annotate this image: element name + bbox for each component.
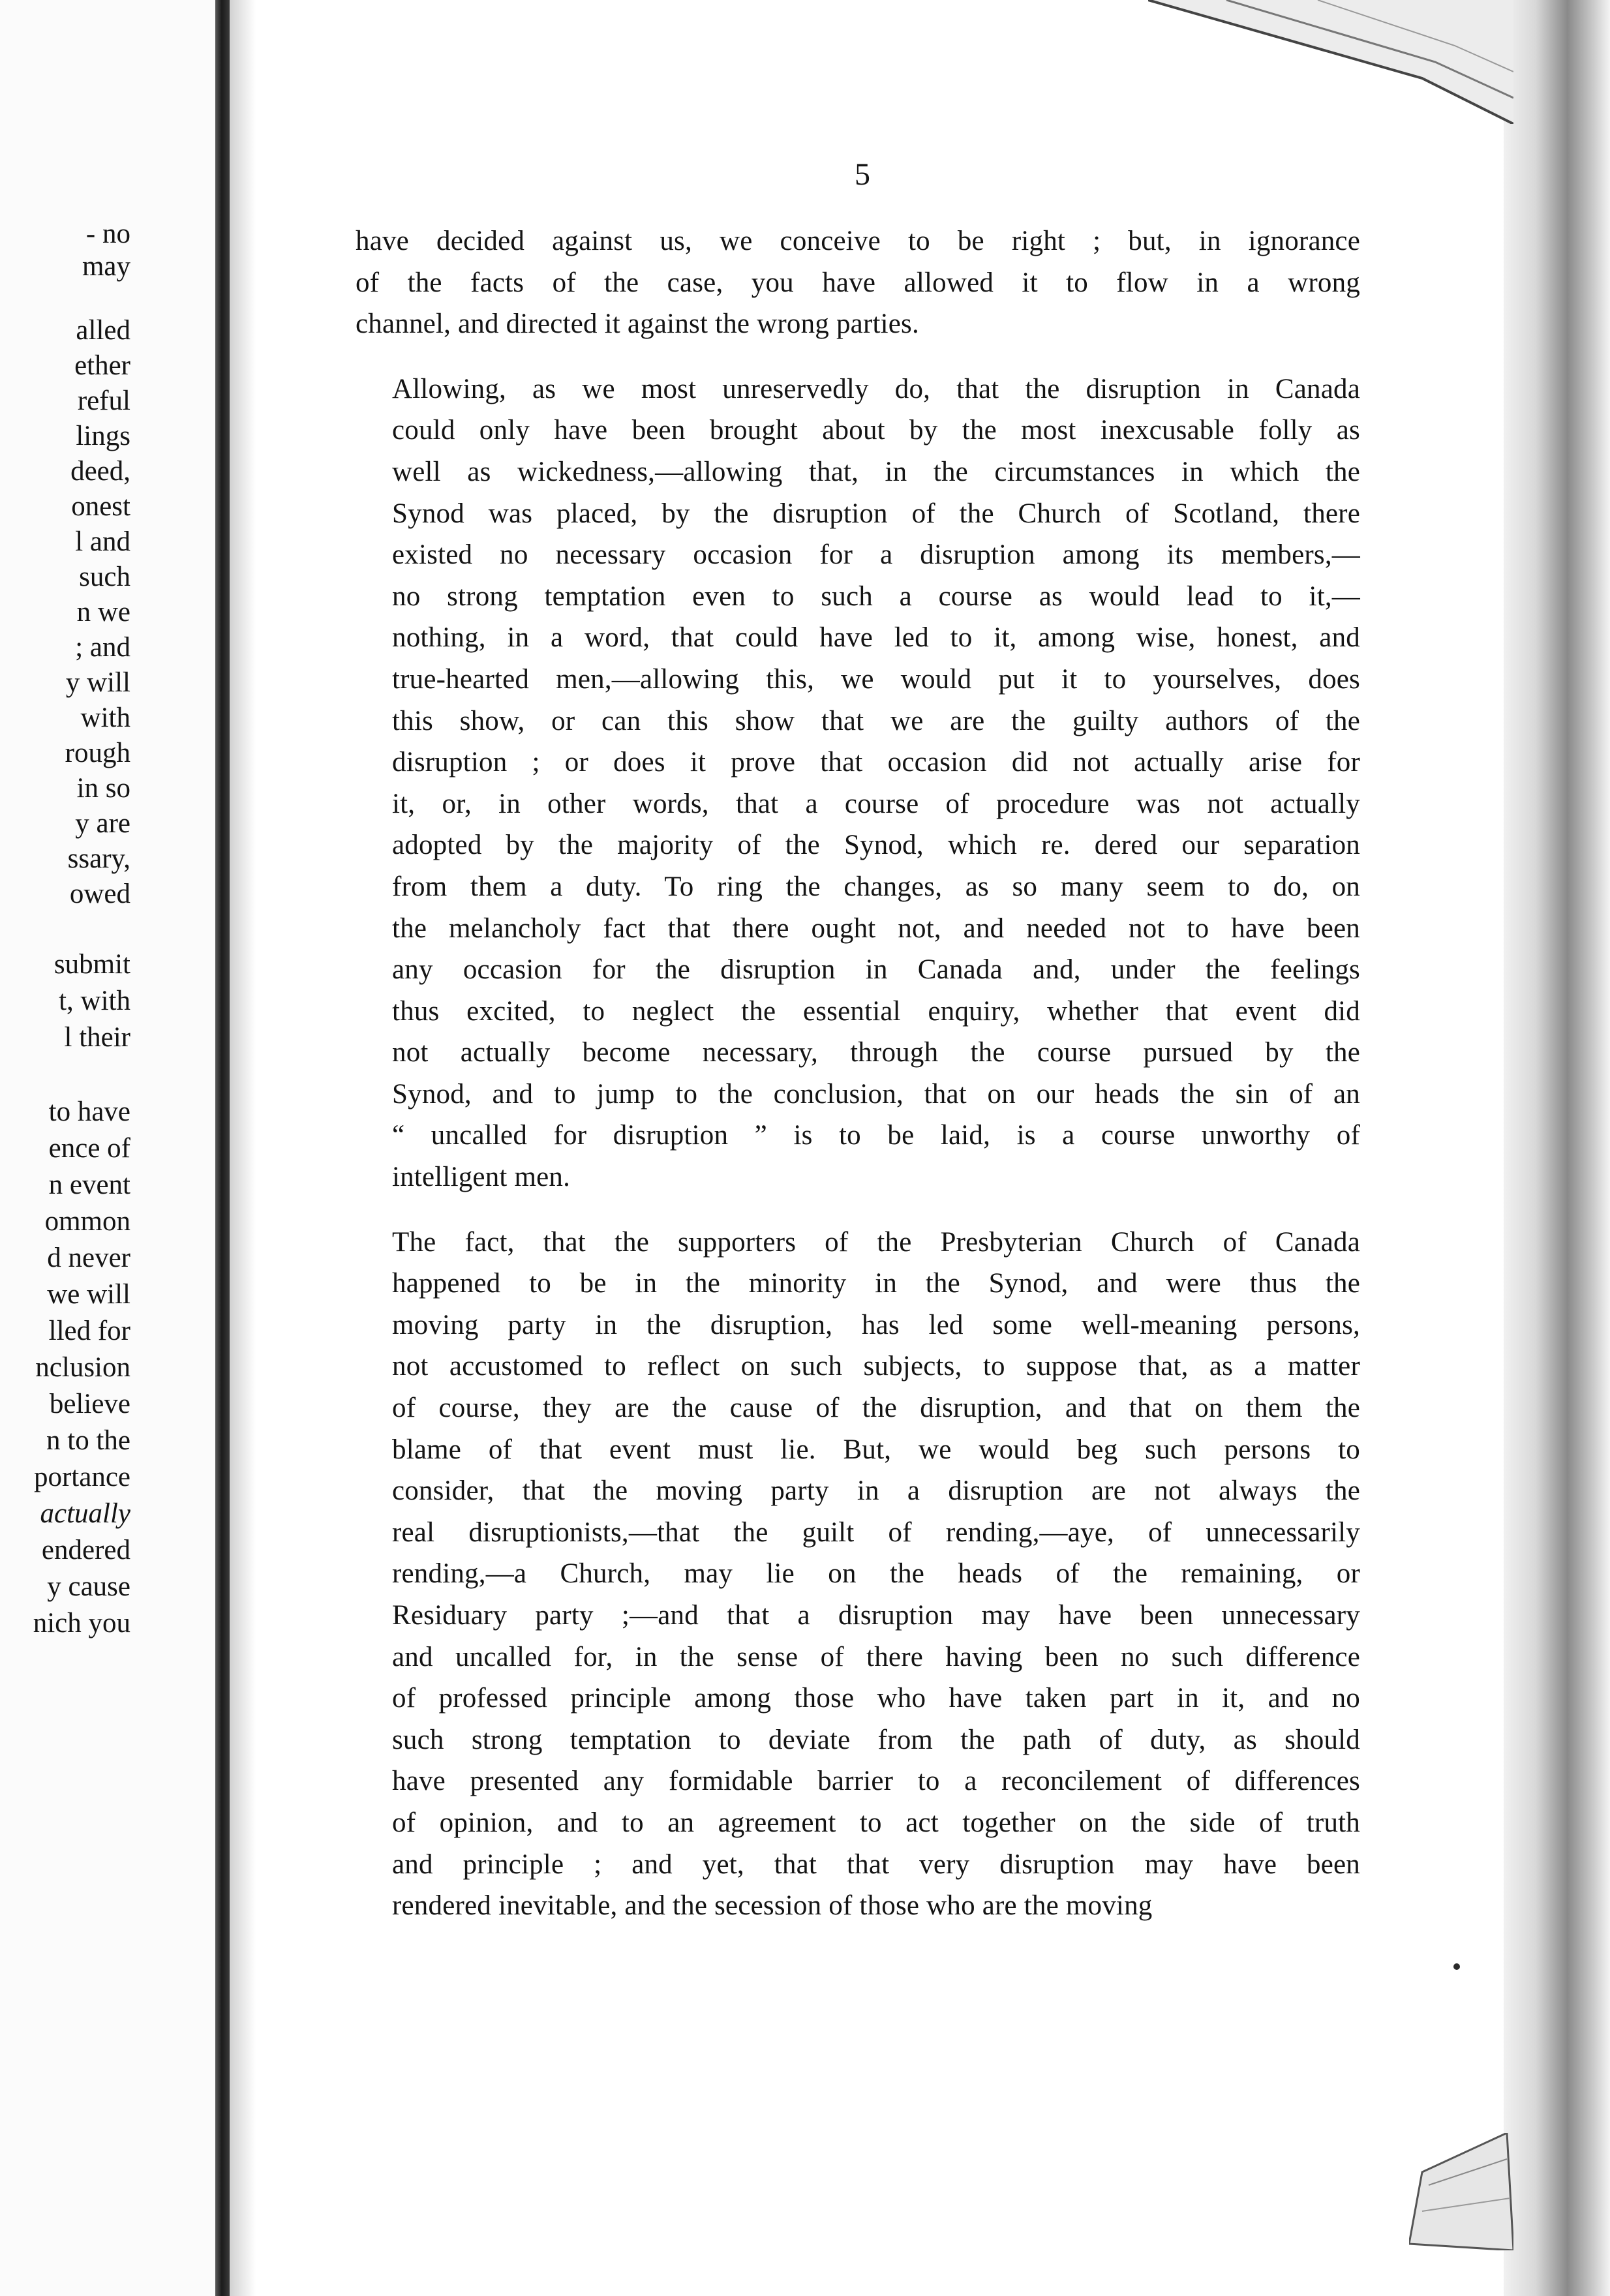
folded-corner-graphic (1148, 0, 1513, 124)
left-fragment: n to the (46, 1425, 130, 1456)
left-fragment: y cause (47, 1571, 130, 1602)
right-page-edge (1504, 0, 1610, 2296)
text-line: of opinion, and to an agreement to act together on the side of truth (392, 1807, 1360, 1838)
text-line: the melancholy fact that there ought not, and needed not to have been (392, 913, 1360, 944)
text-line: nothing, in a word, that could have led to it, among wise, honest, and (392, 622, 1360, 654)
text-line: real disruptionists,—that the guilt of rending,—aye, of unnecessarily (392, 1517, 1360, 1548)
text-line: “ uncalled for disruption ” is to be laid, is a course unworthy of (392, 1120, 1360, 1151)
text-line: of professed principle among those who have taken part in it, and no (392, 1683, 1360, 1714)
left-fragment: ssary, (67, 843, 130, 874)
paragraph (356, 369, 1360, 1198)
left-fragment: l and (75, 526, 130, 557)
text-line: of the facts of the case, you have allowed it to flow in a wrong (356, 267, 1360, 298)
left-fragment: such (79, 562, 130, 592)
text-line: adopted by the majority of the Synod, which re. dered our separation (392, 830, 1360, 861)
text-line: disruption ; or does it prove that occasion did not actually arise for (392, 747, 1360, 778)
left-fragment: - no (85, 219, 130, 249)
left-facing-page (0, 0, 215, 2296)
text-line: existed no necessary occasion for a disruption among its members,— (392, 539, 1360, 571)
left-fragment: nich you (33, 1608, 130, 1639)
text-line: have presented any formidable barrier to a reconcilement of differences (392, 1766, 1360, 1797)
left-fragment: believe (49, 1389, 130, 1419)
left-fragment: alled (76, 315, 130, 346)
text-line: from them a duty. To ring the changes, as so many seem to do, on (392, 871, 1360, 902)
left-fragment: submit (53, 949, 130, 980)
gutter-shadow (230, 0, 256, 2296)
left-fragment: ommon (44, 1206, 130, 1237)
text-line: intelligent men. (392, 1162, 571, 1193)
text-line: this show, or can this show that we are the guilty authors of the (392, 705, 1360, 736)
text-line: consider, that the moving party in a disruption are not always the (392, 1475, 1360, 1507)
left-fragment: onest (71, 491, 130, 522)
left-fragment: y are (75, 808, 130, 839)
left-fragment: ence of (48, 1133, 130, 1164)
text-line: rendered inevitable, and the secession of those who are the moving (392, 1890, 1153, 1922)
text-line: any occasion for the disruption in Canada and, under the feelings (392, 954, 1360, 986)
torn-tab-graphic (1409, 2133, 1513, 2250)
text-line: true-hearted men,—allowing this, we would put it to yourselves, does (392, 663, 1360, 695)
text-line: could only have been brought about by the most inexcusable folly as (392, 415, 1360, 446)
paragraph (356, 220, 1360, 345)
paragraph (356, 1222, 1360, 1927)
text-line: blame of that event must lie. But, we would beg such persons to (392, 1434, 1360, 1465)
left-fragment: to have (48, 1096, 130, 1127)
left-fragment: deed, (70, 456, 130, 487)
text-line: channel, and directed it against the wrong parties. (356, 309, 919, 340)
main-text-body (356, 220, 1360, 1950)
text-line: and principle ; and yet, that that very disruption may have been (392, 1849, 1360, 1880)
text-line: thus excited, to neglect the essential enquiry, whether that event did (392, 995, 1360, 1027)
text-line: such strong temptation to deviate from the path of duty, as should (392, 1724, 1360, 1755)
left-fragment: in so (76, 773, 130, 804)
text-line: Synod was placed, by the disruption of the Church of Scotland, there (392, 498, 1360, 529)
scan-speck (1453, 1963, 1460, 1970)
text-line: moving party in the disruption, has led some well-meaning persons, (392, 1309, 1360, 1340)
left-fragment: nclusion (35, 1352, 130, 1383)
text-line: happened to be in the minority in the Synod, and were thus the (392, 1268, 1360, 1299)
left-fragment: y will (65, 667, 130, 698)
left-fragment: ; and (75, 632, 130, 663)
text-line: The fact, that the supporters of the Presbyterian Church of Canada (392, 1226, 1360, 1258)
left-fragment: we will (47, 1279, 130, 1310)
text-line: and uncalled for, in the sense of there having been no such difference (392, 1641, 1360, 1672)
page-number: 5 (855, 157, 870, 192)
left-fragment: portance (33, 1462, 130, 1492)
left-fragment: t, with (59, 986, 130, 1016)
left-fragment: with (80, 702, 130, 733)
text-line: Synod, and to jump to the conclusion, that on our heads the sin of an (392, 1078, 1360, 1110)
left-fragment: owed (69, 879, 130, 909)
left-fragment: n we (76, 597, 130, 627)
text-line: not accustomed to reflect on such subjects, to suppose that, as a matter (392, 1351, 1360, 1382)
left-fragment: lings (76, 421, 130, 451)
book-gutter (215, 0, 230, 2296)
text-line: rending,—a Church, may lie on the heads of the remaining, or (392, 1558, 1360, 1590)
left-fragment: endered (41, 1535, 130, 1565)
left-fragment: rough (65, 738, 130, 768)
left-fragment: n event (48, 1170, 130, 1200)
text-line: Residuary party ;—and that a disruption may have been unnecessary (392, 1600, 1360, 1631)
left-fragment: ether (74, 350, 130, 381)
left-fragment: actually (40, 1498, 130, 1529)
left-fragment: lled for (48, 1316, 130, 1346)
text-line: not actually become necessary, through the course pursued by the (392, 1037, 1360, 1068)
left-fragment: may (82, 251, 130, 282)
left-fragment: reful (77, 385, 130, 416)
left-fragment: d never (47, 1243, 130, 1273)
text-line: Allowing, as we most unreservedly do, that the disruption in Canada (392, 373, 1360, 404)
text-line: of course, they are the cause of the disruption, and that on them the (392, 1393, 1360, 1424)
text-line: well as wickedness,—allowing that, in the circumstances in which the (392, 456, 1360, 487)
text-line: no strong temptation even to such a course as would lead to it,— (392, 581, 1360, 612)
text-line: have decided against us, we conceive to be right ; but, in ignorance (356, 226, 1360, 256)
text-line: it, or, in other words, that a course of procedure was not actually (392, 788, 1360, 819)
left-fragment: l their (64, 1022, 130, 1053)
